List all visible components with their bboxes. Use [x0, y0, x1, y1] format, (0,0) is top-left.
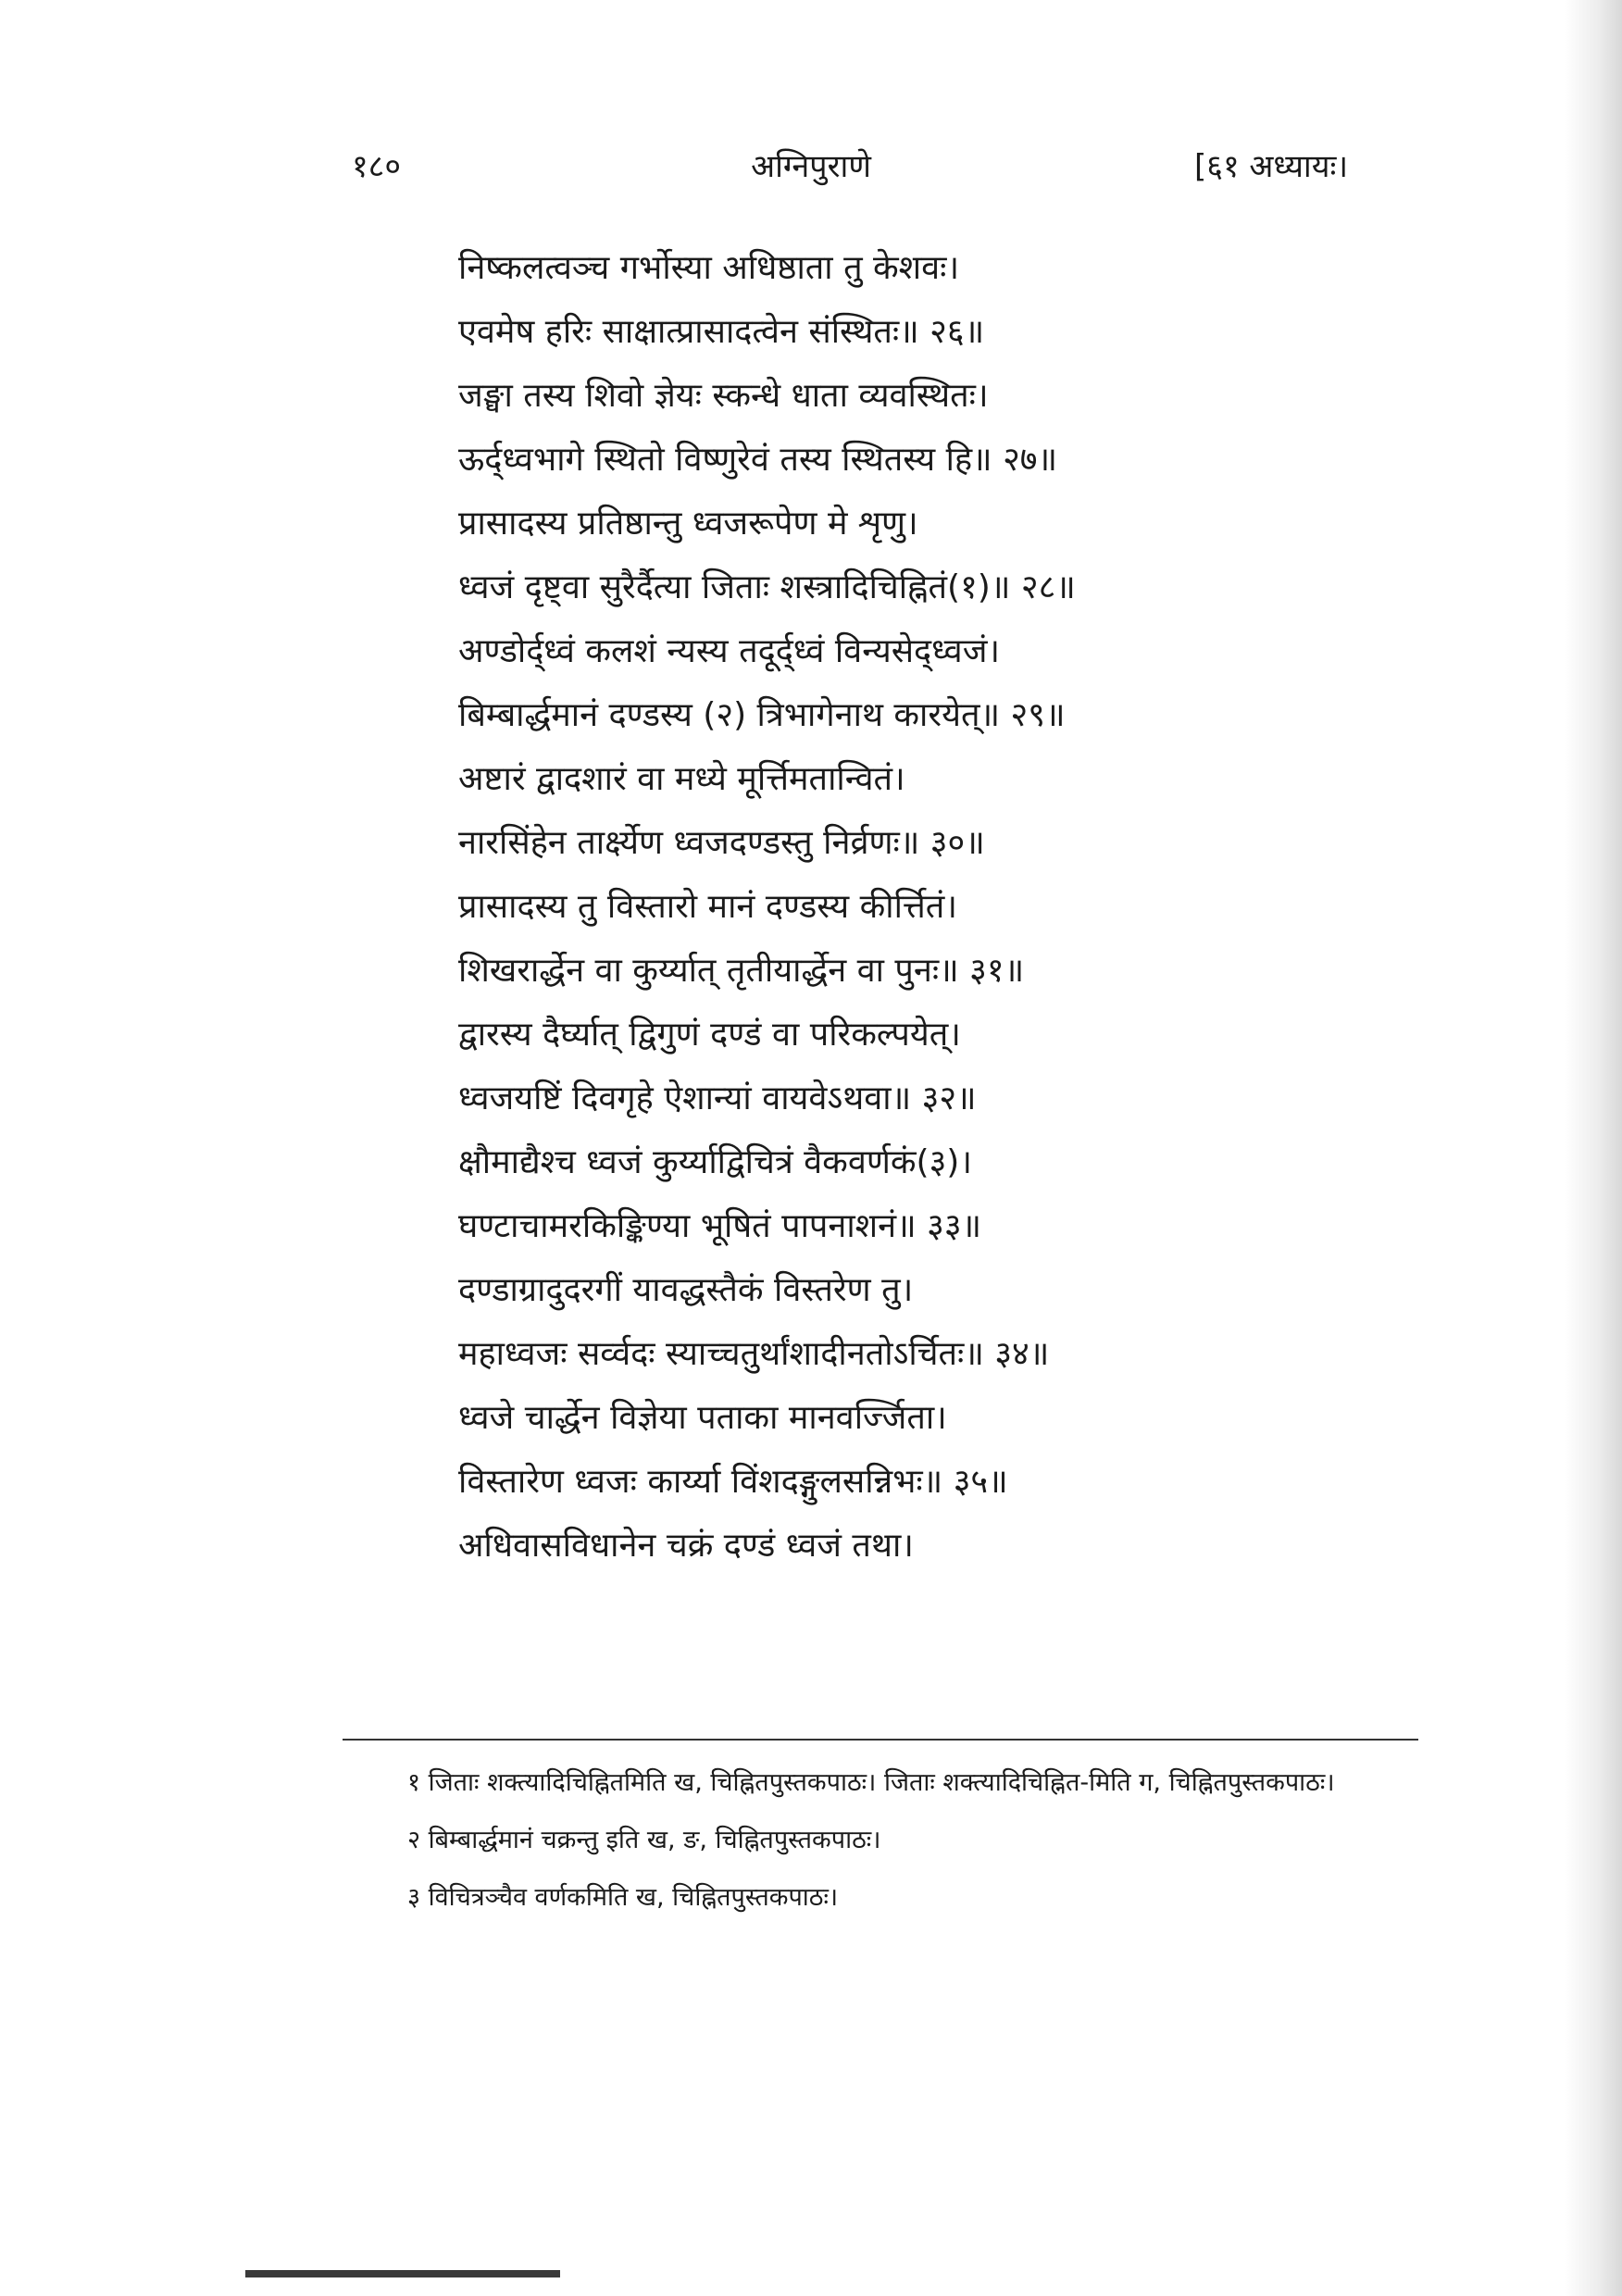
- verse-line: नारसिंहेन तार्क्ष्येण ध्वजदण्डस्तु निर्व्रणः॥ ३०॥: [458, 824, 985, 862]
- verse-line: जङ्घा तस्य शिवो ज्ञेयः स्कन्धे धाता व्यवस्थितः।: [458, 377, 989, 415]
- verse-line: द्वारस्य दैर्घ्यात् द्विगुणं दण्डं वा परिकल्पयेत्।: [458, 1016, 961, 1054]
- page-header: [0, 139, 1622, 194]
- verse-line: अधिवासविधानेन चक्रं दण्डं ध्वजं तथा।: [458, 1527, 914, 1565]
- verse-line: ऊर्द्ध्वभागे स्थितो विष्णुरेवं तस्य स्थितस्य हि॥ २७॥: [458, 441, 1058, 479]
- verse-line: क्षौमाद्यैश्च ध्वजं कुर्य्याद्विचित्रं वैकवर्णकं(३)।: [458, 1143, 972, 1181]
- verse-line: ध्वजयष्टिं दिवगृहे ऐशान्यां वायवेऽथवा॥ ३२॥: [458, 1079, 977, 1117]
- verse-line: प्रासादस्य तु विस्तारो मानं दण्डस्य कीर्त्तितं।: [458, 888, 957, 926]
- verse-line: शिखरार्द्धेन वा कुर्य्यात् तृतीयार्द्धेन वा पुनः॥ ३१॥: [458, 952, 1025, 990]
- verse-line: महाध्वजः सर्व्वदः स्याच्चतुर्थांशादीनतोऽर्चितः॥ ३४॥: [458, 1335, 1050, 1373]
- footnote-3: ३ विचित्रञ्चैव वर्णकमिति ख, चिह्नितपुस्तकपाठः।: [407, 1883, 839, 1912]
- verse-block: [458, 236, 1384, 1578]
- footnote-divider: [343, 1739, 1418, 1741]
- verse-line: प्रासादस्य प्रतिष्ठान्तु ध्वजरूपेण मे शृणु।: [458, 505, 918, 543]
- footnote-1: १ जिताः शक्त्यादिचिह्नितमिति ख, चिह्नितपुस्तकपाठः। जिताः शक्त्यादिचिह्नित-मिति ग, चिह्नितपुस्तकपाठः।: [407, 1768, 1335, 1797]
- verse-line: घण्टाचामरकिङ्किण्या भूषितं पापनाशनं॥ ३३॥: [458, 1207, 982, 1245]
- verse-line: ध्वजे चार्द्धेन विज्ञेया पताका मानवर्ज्जिता।: [458, 1399, 947, 1437]
- footnotes: [343, 1759, 1421, 1931]
- verse-line: निष्कलत्वञ्च गर्भोस्या अधिष्ठाता तु केशवः।: [458, 249, 960, 287]
- verse-line: अण्डोर्द्ध्वं कलशं न्यस्य तदूर्द्ध्वं विन्यसेद्ध्वजं।: [458, 632, 1001, 670]
- verse-line: एवमेष हरिः साक्षात्प्रासादत्वेन संस्थितः॥ २६॥: [458, 313, 985, 351]
- verse-line: विस्तारेण ध्वजः कार्य्या विंशदङ्गुलसन्निभः॥ ३५॥: [458, 1463, 1008, 1501]
- verse-line: ध्वजं दृष्ट्वा सुरैर्दैत्या जिताः शस्त्रादिचिह्नितं(१)॥ २८॥: [458, 568, 1076, 606]
- verse-line: बिम्बार्द्धमानं दण्डस्य (२) त्रिभागेनाथ कारयेत्॥ २९॥: [458, 696, 1066, 734]
- footnote-2: २ बिम्बार्द्धमानं चक्रन्तु इति ख, ङ, चिह्नितपुस्तकपाठः।: [407, 1826, 881, 1854]
- bottom-scan-mark: [245, 2270, 560, 2277]
- running-title: अग्निपुराणे: [751, 148, 871, 185]
- verse-line: दण्डाग्रादुदरगीं यावद्धस्तैकं विस्तरेण तु।: [458, 1271, 914, 1309]
- page-number: १८०: [352, 148, 402, 185]
- page-edge-shadow: [1565, 0, 1622, 2296]
- verse-line: अष्टारं द्वादशारं वा मध्ये मूर्त्तिमतान्वितं।: [458, 760, 905, 798]
- chapter-label: [६१ अध्यायः।: [1194, 148, 1349, 185]
